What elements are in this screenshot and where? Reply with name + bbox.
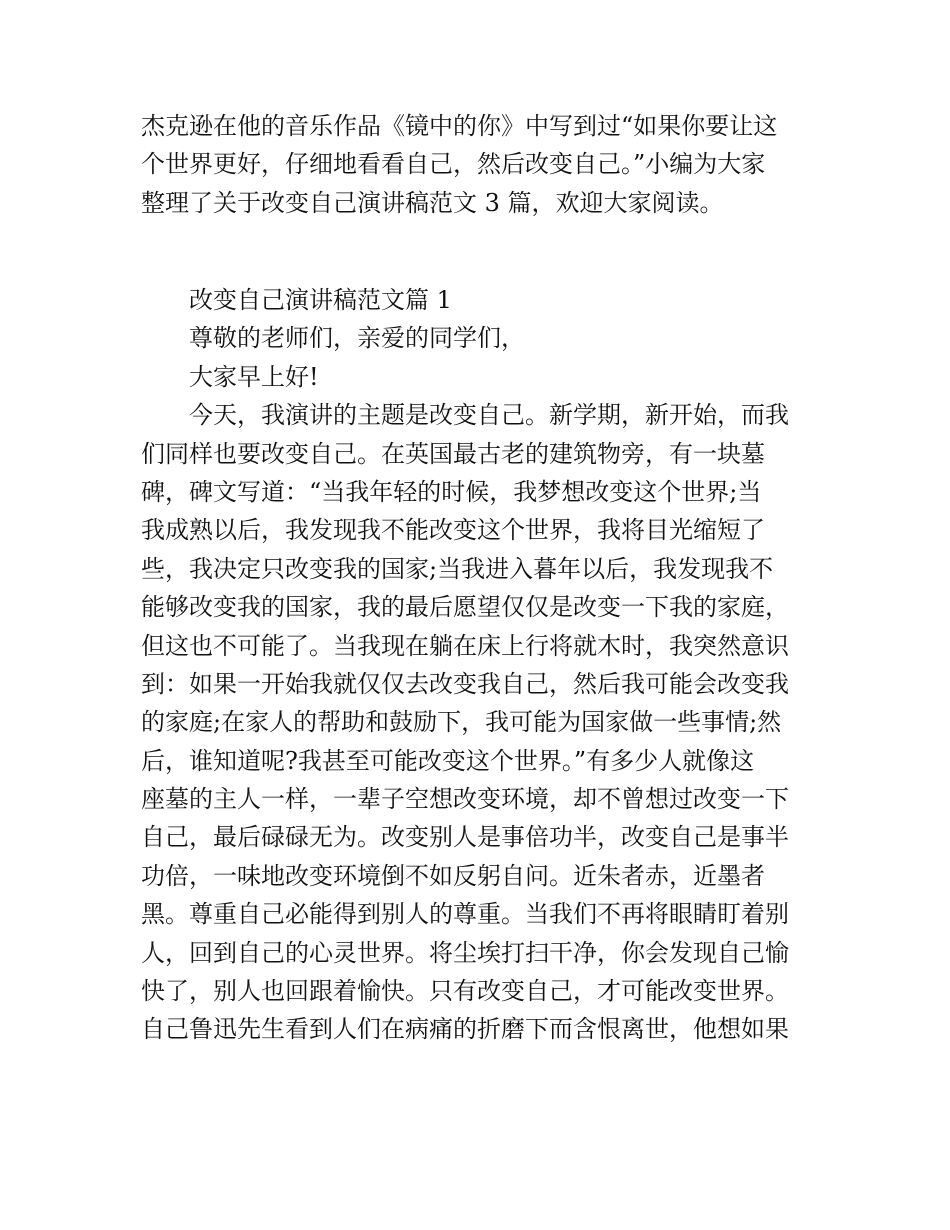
body-line: 的家庭;在家人的帮助和鼓励下，我可能为国家做一些事情;然 — [141, 708, 782, 737]
body-line: 我成熟以后，我发现我不能改变这个世界，我将目光缩短了 — [141, 516, 765, 545]
body-line: 到：如果一开始我就仅仅去改变我自己，然后我可能会改变我 — [141, 669, 789, 698]
body-line: 自己鲁迅先生看到人们在病痛的折磨下而含恨离世，他想如果 — [141, 1015, 789, 1044]
speech-body-paragraph — [141, 396, 813, 1049]
body-line: 功倍，一味地改变环境倒不如反躬自问。近朱者赤，近墨者 — [141, 861, 765, 890]
body-line: 快了，别人也回跟着愉快。只有改变自己，才可能改变世界。 — [141, 977, 789, 1006]
body-line: 后，谁知道呢?我甚至可能改变这个世界。”有多少人就像这 — [141, 746, 755, 775]
body-line: 们同样也要改变自己。在英国最古老的建筑物旁，有一块墓 — [141, 439, 765, 468]
section-title: 改变自己演讲稿范文篇 1 — [189, 286, 452, 314]
body-line: 座墓的主人一样，一辈子空想改变环境，却不曾想过改变一下 — [141, 785, 789, 814]
body-line: 自己，最后碌碌无为。改变别人是事倍功半，改变自己是事半 — [141, 823, 789, 852]
speech-section — [141, 281, 813, 1049]
body-line: 黑。尊重自己必能得到别人的尊重。当我们不再将眼睛盯着别 — [141, 900, 789, 929]
body-line: 今天，我演讲的主题是改变自己。新学期，新开始，而我 — [189, 401, 789, 430]
body-line: 人，回到自己的心灵世界。将尘埃打扫干净，你会发现自己愉 — [141, 938, 789, 967]
intro-paragraph — [141, 107, 813, 222]
intro-line: 个世界更好，仔细地看看自己，然后改变自己。”小编为大家 — [141, 150, 766, 179]
body-line: 但这也不可能了。当我现在躺在床上行将就木时，我突然意识 — [141, 631, 789, 660]
body-line: 碑，碑文写道：“当我年轻的时候，我梦想改变这个世界;当 — [141, 477, 762, 506]
morning-line: 大家早上好! — [189, 362, 319, 391]
greeting-line: 尊敬的老师们，亲爱的同学们， — [189, 324, 525, 353]
intro-line: 整理了关于改变自己演讲稿范文 3 篇，欢迎大家阅读。 — [141, 188, 724, 217]
body-line: 些，我决定只改变我的国家;当我进入暮年以后，我发现我不 — [141, 554, 774, 583]
intro-line: 杰克逊在他的音乐作品《镜中的你》中写到过“如果你要让这 — [141, 112, 778, 140]
body-line: 能够改变我的国家，我的最后愿望仅仅是改变一下我的家庭， — [141, 593, 789, 622]
